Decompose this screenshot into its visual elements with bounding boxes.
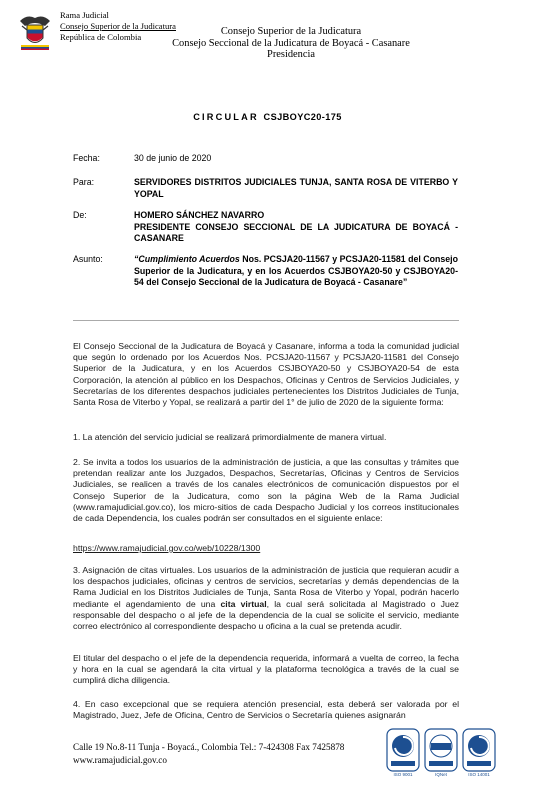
item-3-text-a: 3. Asignación de citas virtuales. Los usuarios de la administración de justicia que requieran acudir a los despachos judiciales, oficinas y centros de servicios, secretarías y demás dependencias de la Rama Judicial en los Distritos Judiciales de Tunja, Santa Rosa de Viterbo y Yopal, podrán hacerlo mediante el agendamiento de una [73,565,459,609]
subject-value [134,254,458,289]
item-2-paragraph: 2. Se invita a todos los usuarios de la administración de justicia, a que las consultas y trámites que pretendan realizar ante los Juzgados, Despachos, Secretarías, Oficinas y Centros de Servicios Judiciales, se realicen a través de los canales electrónicos de comunicación dispuestos por el Consejo Superior de la Judicatura, como son la página Web de la Rama Judicial (www.ramajudicial.gov.co), los micro-sitios de cada Despacho Judicial y los correos institucionales de cada Dependencia, los cuales podrán ser consultados en el siguiente enlace: [73,457,459,524]
to-label: Para: [73,177,95,187]
circular-code: CSJBOYC20-175 [263,112,342,122]
subject-italic: “Cumplimiento Acuerdos [134,254,240,264]
item-1-paragraph: 1. La atención del servicio judicial se realizará primordialmente de manera virtual. [73,432,387,442]
council-line-3: Presidencia [267,49,315,61]
org-line-3: República de Colombia [60,32,142,42]
cert-1-caption: ISO 9001 [393,772,413,777]
footer-website: www.ramajudicial.gov.co [73,755,167,765]
subject-label: Asunto: [73,254,103,264]
date-value: 30 de junio de 2020 [134,153,212,163]
ramajudicial-link[interactable]: https://www.ramajudicial.gov.co/web/10228/1300 [73,543,261,553]
org-line-1: Rama Judicial [60,10,109,20]
council-header [146,26,436,61]
cert-2-caption: IQNet [435,772,447,777]
item-3-text-b: , la cual será solicitada al Magistrado o Juez responsable del despacho o al jefe de la dependencia de la cual se solicite el servicio, mediante correo electrónico al correspondiente despacho u oficina a la cual se pretenda acudir. [73,598,459,632]
council-line-2: Consejo Seccional de la Judicatura de Boyacá - Casanare [172,37,410,49]
cert-iso14001 [462,728,496,780]
date-label: Fecha: [73,153,100,163]
item-3-paragraph [73,565,459,632]
circular-word: CIRCULAR [193,112,259,122]
from-label: De: [73,210,87,220]
org-line-2: Consejo Superior de la Judicatura [60,20,176,31]
cert-seal-icon [386,728,420,772]
iqnet-icon [424,728,458,772]
from-name: HOMERO SÁNCHEZ NAVARRO [134,210,265,220]
item-3-followup-paragraph: El titular del despacho o el jefe de la dependencia requerida, informará a vuelta de correo, la fecha y hora en la cual se agendará la cita virtual y la plataforma tecnológica a través de la cual se cumplirá dicha diligencia. [73,653,459,686]
cert-iqnet [424,728,458,780]
circular-title [0,112,535,122]
subject-rest: Nos. PCSJA20-11567 y PCSJA20-11581 del Consejo Superior de la Judicatura, y en los Acuerdos CSJBOYA20-50 y CSJBOYA20-54 del Consejo Seccional de la Judicatura de Boyacá - Casanare” [134,254,458,287]
footer-address: Calle 19 No.8-11 Tunja - Boyacá., Colombia Tel.: 7-424308 Fax 7425878 [73,742,345,752]
divider-line [73,320,459,321]
from-value [134,210,458,245]
intro-paragraph: El Consejo Seccional de la Judicatura de Boyacá y Casanare, informa a toda la comunidad judicial que según lo ordenado por los Acuerdos Nos. PCSJA20-11567 y PCSJA20-11581 del Consejo Superior de la Judicatura, y en los Acuerdos CSJBOYA20-50 y CSJBOYA20-54 de esta Corporación, la atención al público en los Despachos, Oficinas y Centros de Servicios Judiciales, y Secretarías de los diferentes despachos judiciales pertenecientes los Distritos Judiciales de Tunja, Santa Rosa de Viterbo y Yopal, se realizará a partir del 1° de julio de 2020 de la siguiente forma: [73,341,459,408]
from-title: PRESIDENTE CONSEJO SECCIONAL DE LA JUDICATURA DE BOYACÁ - CASANARE [134,221,458,243]
council-line-1: Consejo Superior de la Judicatura [220,26,362,37]
item-4-paragraph: 4. En caso excepcional que se requiera atención presencial, esta deberá ser valorada por el Magistrado, Juez, Jefe de Oficina, Centro de Servicios o Secretaría quienes asignarán [73,699,459,721]
cert-iso9001 [386,728,420,780]
item-3-bold: cita virtual [220,598,267,609]
cert-seal-icon-2 [462,728,496,772]
certification-logos [386,728,496,780]
coat-of-arms-logo [18,12,52,52]
cert-3-caption: ISO 14001 [468,772,490,777]
to-value: SERVIDORES DISTRITOS JUDICIALES TUNJA, SANTA ROSA DE VITERBO Y YOPAL [134,177,458,199]
footer-address-block [73,741,344,767]
